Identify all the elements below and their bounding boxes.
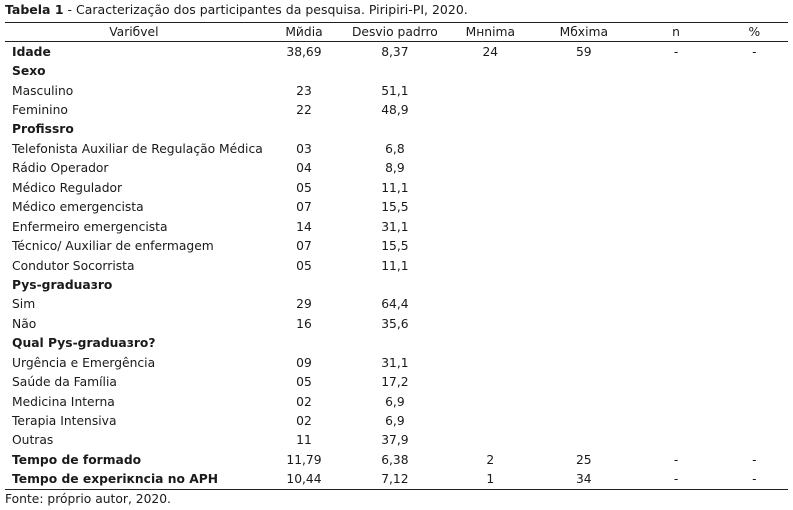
cell-std-dev: 6,9 (385, 394, 405, 409)
cell-max (536, 334, 631, 353)
cell-mean: 05 (296, 258, 312, 273)
cell-n (632, 120, 721, 139)
cell-n (632, 372, 721, 391)
table-caption-text: - Caracterização dos participantes da pesquisa. Piripiri-PI, 2020. (63, 2, 468, 17)
cell-variable: Feminino (12, 103, 68, 118)
cell-variable: Condutor Socorrista (12, 258, 135, 273)
cell-std-dev: 11,1 (381, 180, 409, 195)
column-header-std-dev: Desvio padrro (345, 23, 444, 42)
cell-percent (721, 334, 788, 353)
cell-max (536, 295, 631, 314)
cell-n (632, 198, 721, 217)
cell-std-dev (345, 275, 444, 294)
cell-n (632, 139, 721, 158)
cell-min (445, 178, 537, 197)
cell-min (445, 334, 537, 353)
cell-percent: - (721, 470, 788, 490)
table-row (5, 42, 788, 62)
cell-n (632, 334, 721, 353)
cell-std-dev: 31,1 (381, 355, 409, 370)
cell-max (536, 314, 631, 333)
cell-std-dev: 15,5 (381, 200, 409, 215)
cell-std-dev: 17,2 (381, 375, 409, 390)
cell-std-dev: 37,9 (381, 433, 409, 448)
cell-min (445, 61, 537, 80)
table-row (5, 392, 788, 411)
cell-max: 59 (575, 44, 592, 59)
cell-variable: Rádio Operador (12, 161, 109, 176)
cell-mean: 07 (296, 239, 312, 254)
cell-percent (721, 120, 788, 139)
table-row (5, 450, 788, 469)
cell-variable: Tempo de formado (12, 452, 142, 467)
cell-std-dev: 31,1 (381, 219, 409, 234)
cell-max (536, 431, 631, 450)
table-row (5, 61, 788, 80)
cell-max (536, 236, 631, 255)
cell-n (632, 353, 721, 372)
cell-max (536, 392, 631, 411)
cell-n (632, 295, 721, 314)
cell-variable: Qual Pys-graduaзro? (12, 336, 156, 351)
cell-variable: Enfermeiro emergencista (12, 219, 168, 234)
cell-min (445, 256, 537, 275)
cell-std-dev: 8,9 (385, 161, 405, 176)
cell-mean: 11 (296, 433, 312, 448)
cell-variable: Pys-graduaзro (12, 277, 113, 292)
cell-variable: Médico emergencista (12, 200, 144, 215)
table-body (5, 42, 788, 490)
cell-std-dev: 64,4 (381, 297, 409, 312)
cell-min (445, 314, 537, 333)
cell-variable: Idade (12, 44, 51, 59)
cell-variable: Técnico/ Auxiliar de enfermagem (12, 239, 214, 254)
cell-std-dev (345, 120, 444, 139)
cell-min (445, 217, 537, 236)
table-caption (5, 2, 468, 17)
cell-n (632, 61, 721, 80)
cell-n (632, 275, 721, 294)
cell-mean: 38,69 (286, 44, 322, 59)
cell-percent (721, 392, 788, 411)
cell-variable: Sexo (12, 64, 46, 79)
table-row (5, 139, 788, 158)
cell-mean: 02 (296, 394, 312, 409)
cell-min (445, 81, 537, 100)
cell-n (632, 256, 721, 275)
cell-percent (721, 236, 788, 255)
cell-n: - (673, 452, 679, 467)
column-header-min: Mнnima (445, 23, 537, 42)
table-row (5, 256, 788, 275)
table-header-row (5, 23, 788, 42)
cell-n (632, 178, 721, 197)
cell-mean: 11,79 (286, 452, 322, 467)
cell-mean: 16 (296, 316, 312, 331)
cell-n (632, 236, 721, 255)
cell-variable: Urgência e Emergência (12, 355, 156, 370)
table-row (5, 236, 788, 255)
participants-table (5, 22, 788, 490)
table-row (5, 81, 788, 100)
cell-std-dev: 7,12 (345, 470, 444, 490)
cell-n (632, 411, 721, 430)
cell-min (445, 139, 537, 158)
cell-std-dev: 8,37 (381, 44, 409, 59)
cell-mean (263, 275, 345, 294)
cell-min (445, 431, 537, 450)
table-row (5, 353, 788, 372)
cell-std-dev: 15,5 (381, 239, 409, 254)
cell-n: - (632, 470, 721, 490)
cell-variable: Saúde da Família (12, 375, 117, 390)
cell-min (445, 120, 537, 139)
cell-percent (721, 100, 788, 119)
cell-std-dev: 48,9 (381, 103, 409, 118)
cell-n (632, 159, 721, 178)
cell-min (445, 100, 537, 119)
column-header-max: Mбxima (536, 23, 631, 42)
cell-percent (721, 61, 788, 80)
table-row (5, 159, 788, 178)
table-row (5, 178, 788, 197)
cell-variable: Masculino (12, 83, 74, 98)
cell-std-dev (345, 334, 444, 353)
cell-min: 2 (486, 452, 495, 467)
cell-mean: 29 (296, 297, 312, 312)
cell-variable: Médico Regulador (12, 180, 123, 195)
table-row (5, 217, 788, 236)
table-row (5, 470, 788, 490)
cell-percent (721, 295, 788, 314)
cell-min: 24 (482, 44, 499, 59)
cell-std-dev: 35,6 (381, 316, 409, 331)
cell-max (536, 353, 631, 372)
cell-max (536, 61, 631, 80)
cell-n (632, 392, 721, 411)
cell-max (536, 256, 631, 275)
column-header-mean: Mйdia (263, 23, 345, 42)
cell-mean: 22 (296, 103, 312, 118)
cell-mean: 14 (296, 219, 312, 234)
cell-n (632, 81, 721, 100)
cell-variable: Não (12, 316, 37, 331)
table-caption-label: Tabela 1 (5, 2, 64, 17)
cell-percent: - (752, 44, 757, 59)
cell-max (536, 120, 631, 139)
cell-n (632, 314, 721, 333)
cell-percent (721, 178, 788, 197)
cell-min (445, 353, 537, 372)
table-row (5, 334, 788, 353)
cell-mean: 07 (296, 200, 312, 215)
table-source-note: Fonte: próprio autor, 2020. (5, 492, 171, 506)
cell-std-dev: 51,1 (381, 83, 409, 98)
cell-mean: 05 (296, 180, 312, 195)
cell-max: 34 (536, 470, 631, 490)
cell-percent (721, 275, 788, 294)
cell-mean: 23 (296, 83, 312, 98)
cell-variable: Outras (12, 433, 54, 448)
cell-percent (721, 372, 788, 391)
cell-percent (721, 198, 788, 217)
cell-percent (721, 256, 788, 275)
cell-mean: 03 (296, 141, 312, 156)
cell-mean (263, 334, 345, 353)
cell-max (536, 139, 631, 158)
cell-percent (721, 411, 788, 430)
cell-n (632, 431, 721, 450)
cell-max (536, 81, 631, 100)
table-row (5, 411, 788, 430)
cell-percent (721, 314, 788, 333)
cell-min (445, 411, 537, 430)
cell-std-dev: 6,8 (385, 141, 405, 156)
table-row (5, 120, 788, 139)
cell-percent (721, 353, 788, 372)
cell-min (445, 392, 537, 411)
cell-std-dev (345, 61, 444, 80)
table-row (5, 100, 788, 119)
cell-variable: Tempo de experiкncia no APH (5, 470, 263, 490)
cell-max (536, 159, 631, 178)
cell-min (445, 275, 537, 294)
cell-max: 25 (575, 452, 592, 467)
cell-variable: Profissro (12, 122, 74, 137)
cell-mean: 04 (296, 161, 312, 176)
cell-std-dev: 6,9 (385, 414, 405, 429)
cell-percent (721, 81, 788, 100)
cell-mean (263, 120, 345, 139)
table-row (5, 295, 788, 314)
column-header-percent: % (721, 23, 788, 42)
cell-min (445, 159, 537, 178)
cell-n (632, 100, 721, 119)
cell-min (445, 372, 537, 391)
table-row (5, 198, 788, 217)
cell-max (536, 217, 631, 236)
cell-mean: 02 (296, 414, 312, 429)
cell-min (445, 295, 537, 314)
cell-max (536, 100, 631, 119)
cell-percent (721, 159, 788, 178)
cell-std-dev: 6,38 (381, 452, 409, 467)
cell-variable: Telefonista Auxiliar de Regulação Médica (12, 141, 263, 156)
cell-mean: 09 (296, 355, 312, 370)
cell-min (445, 236, 537, 255)
cell-n: - (673, 44, 679, 59)
cell-max (536, 178, 631, 197)
cell-percent (721, 139, 788, 158)
cell-mean: 10,44 (263, 470, 345, 490)
cell-max (536, 372, 631, 391)
cell-max (536, 198, 631, 217)
table-row (5, 275, 788, 294)
cell-min (445, 198, 537, 217)
cell-std-dev: 11,1 (381, 258, 409, 273)
cell-min: 1 (445, 470, 537, 490)
column-header-n: n (632, 23, 721, 42)
cell-variable: Sim (12, 297, 36, 312)
table-row (5, 431, 788, 450)
cell-mean: 05 (296, 375, 312, 390)
cell-mean (263, 61, 345, 80)
cell-n (632, 217, 721, 236)
cell-variable: Medicina Interna (12, 394, 115, 409)
cell-percent (721, 217, 788, 236)
cell-max (536, 411, 631, 430)
column-header-variable: Variбvel (5, 23, 263, 42)
cell-percent (721, 431, 788, 450)
cell-max (536, 275, 631, 294)
table-row (5, 314, 788, 333)
cell-percent: - (752, 452, 757, 467)
cell-variable: Terapia Intensiva (12, 414, 117, 429)
table-row (5, 372, 788, 391)
